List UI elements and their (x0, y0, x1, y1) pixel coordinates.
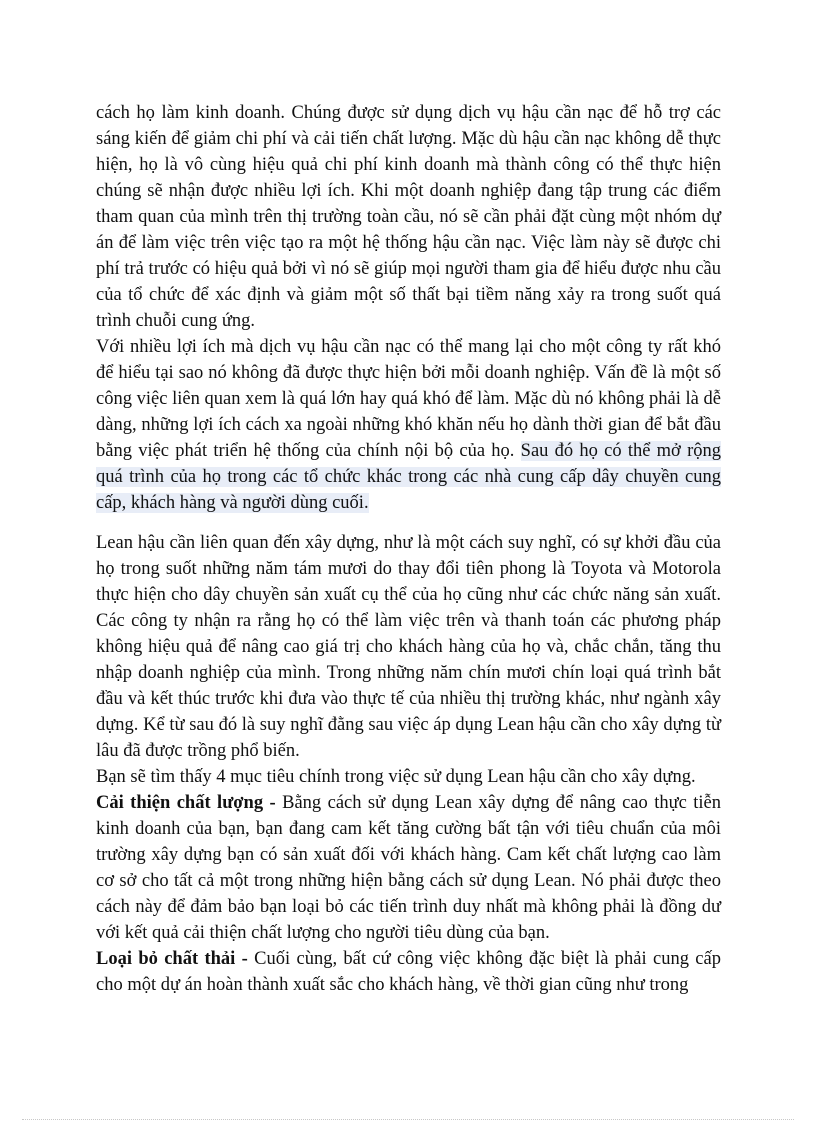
page-bottom-border (22, 1119, 794, 1120)
paragraph-lean-logistics-intro: cách họ làm kinh doanh. Chúng được sử dụng dịch vụ hậu cần nạc để hỗ trợ các sáng kiến để giảm chi phí và cải tiến chất lượng. Mặc dù hậu cần nạc không dễ thực hiện, họ là vô cùng hiệu quả chi phí kinh doanh mà thành công có thể thực hiện chúng sẽ nhận được nhiều lợi ích. Khi một doanh nghiệp đang tập trung các điểm tham quan của mình trên thị trường toàn cầu, nó sẽ cần phải đặt cùng một nhóm dự án để làm việc trên việc tạo ra một hệ thống hậu cần nạc. Việc làm này sẽ được chi phí trả trước có hiệu quả bởi vì nó sẽ giúp mọi người tham gia để hiểu được nhu cầu của tổ chức để xác định và giảm một số thất bại tiềm năng xảy ra trong suốt quá trình chuỗi cung ứng. (96, 103, 721, 331)
document-body (96, 100, 721, 998)
paragraph-improve-quality (96, 790, 721, 946)
paragraph-eliminate-waste (96, 946, 721, 998)
improve-quality-text: Bằng cách sử dụng Lean xây dựng để nâng cao thực tiễn kinh doanh của bạn, bạn đang cam kết tăng cường bất tận với tiêu chuẩn của môi trường xây dựng bạn có sản xuất đối với khách hàng. Cam kết chất lượng cao làm cơ sở cho tất cả một trong những hiện bằng cách sử dụng Lean. Nó phải được theo cách này để đảm bảo bạn loại bỏ các tiến trình duy nhất mà không phải là đồng dư với kết quả cải thiện chất lượng cho người tiêu dùng của bạn. (96, 793, 721, 943)
paragraph-lean-logistics-benefits (96, 334, 721, 516)
paragraph-benefits-text: Với nhiều lợi ích mà dịch vụ hậu cần nạc có thể mang lại cho một công ty rất khó để hiểu tại sao nó không đã được thực hiện bởi mỗi doanh nghiệp. Vấn đề là một số công việc liên quan xem là quá lớn hay quá khó để làm. Mặc dù nó không phải là dễ dàng, những lợi ích cách xa ngoài những khó khăn nếu họ dành thời gian để bắt đầu bằng việc phát triển hệ thống của chính nội bộ của họ. (96, 337, 721, 461)
paragraph-four-goals: Bạn sẽ tìm thấy 4 mục tiêu chính trong việc sử dụng Lean hậu cần cho xây dựng. (96, 767, 696, 787)
eliminate-waste-heading: Loại bỏ chất thải - (96, 949, 248, 969)
improve-quality-heading: Cải thiện chất lượng - (96, 793, 276, 813)
paragraph-lean-construction-history: Lean hậu cần liên quan đến xây dựng, như là một cách suy nghĩ, có sự khởi đầu của họ trong suốt những năm tám mươi do thay đổi tiên phong là Toyota và Motorola thực hiện cho dây chuyền sản xuất cụ thể của họ cũng như các chức năng sản xuất. Các công ty nhận ra rằng họ có thể làm việc trên và thanh toán các phương pháp không hiệu quả để nâng cao giá trị cho khách hàng của họ và, chắc chắn, tăng thu nhập doanh nghiệp của mình. Trong những năm chín mươi chín loại quá trình bắt đầu và kết thúc trước khi đưa vào thực tế của nhiều thị trường khác, như ngành xây dựng. Kể từ sau đó là suy nghĩ đằng sau việc áp dụng Lean hậu cần cho xây dựng từ lâu đã được trồng phổ biến. (96, 533, 721, 761)
selected-text-highlight[interactable]: Sau đó họ có thể mở rộng quá trình của họ trong các tổ chức khác trong các nhà cung cấp dây chuyền cung cấp, khách hàng và người dùng cuối. (96, 441, 721, 513)
eliminate-waste-text: Cuối cùng, bất cứ công việc không đặc biệt là phải cung cấp cho một dự án hoàn thành xuất sắc cho khách hàng, về thời gian cũng như trong (96, 949, 721, 995)
